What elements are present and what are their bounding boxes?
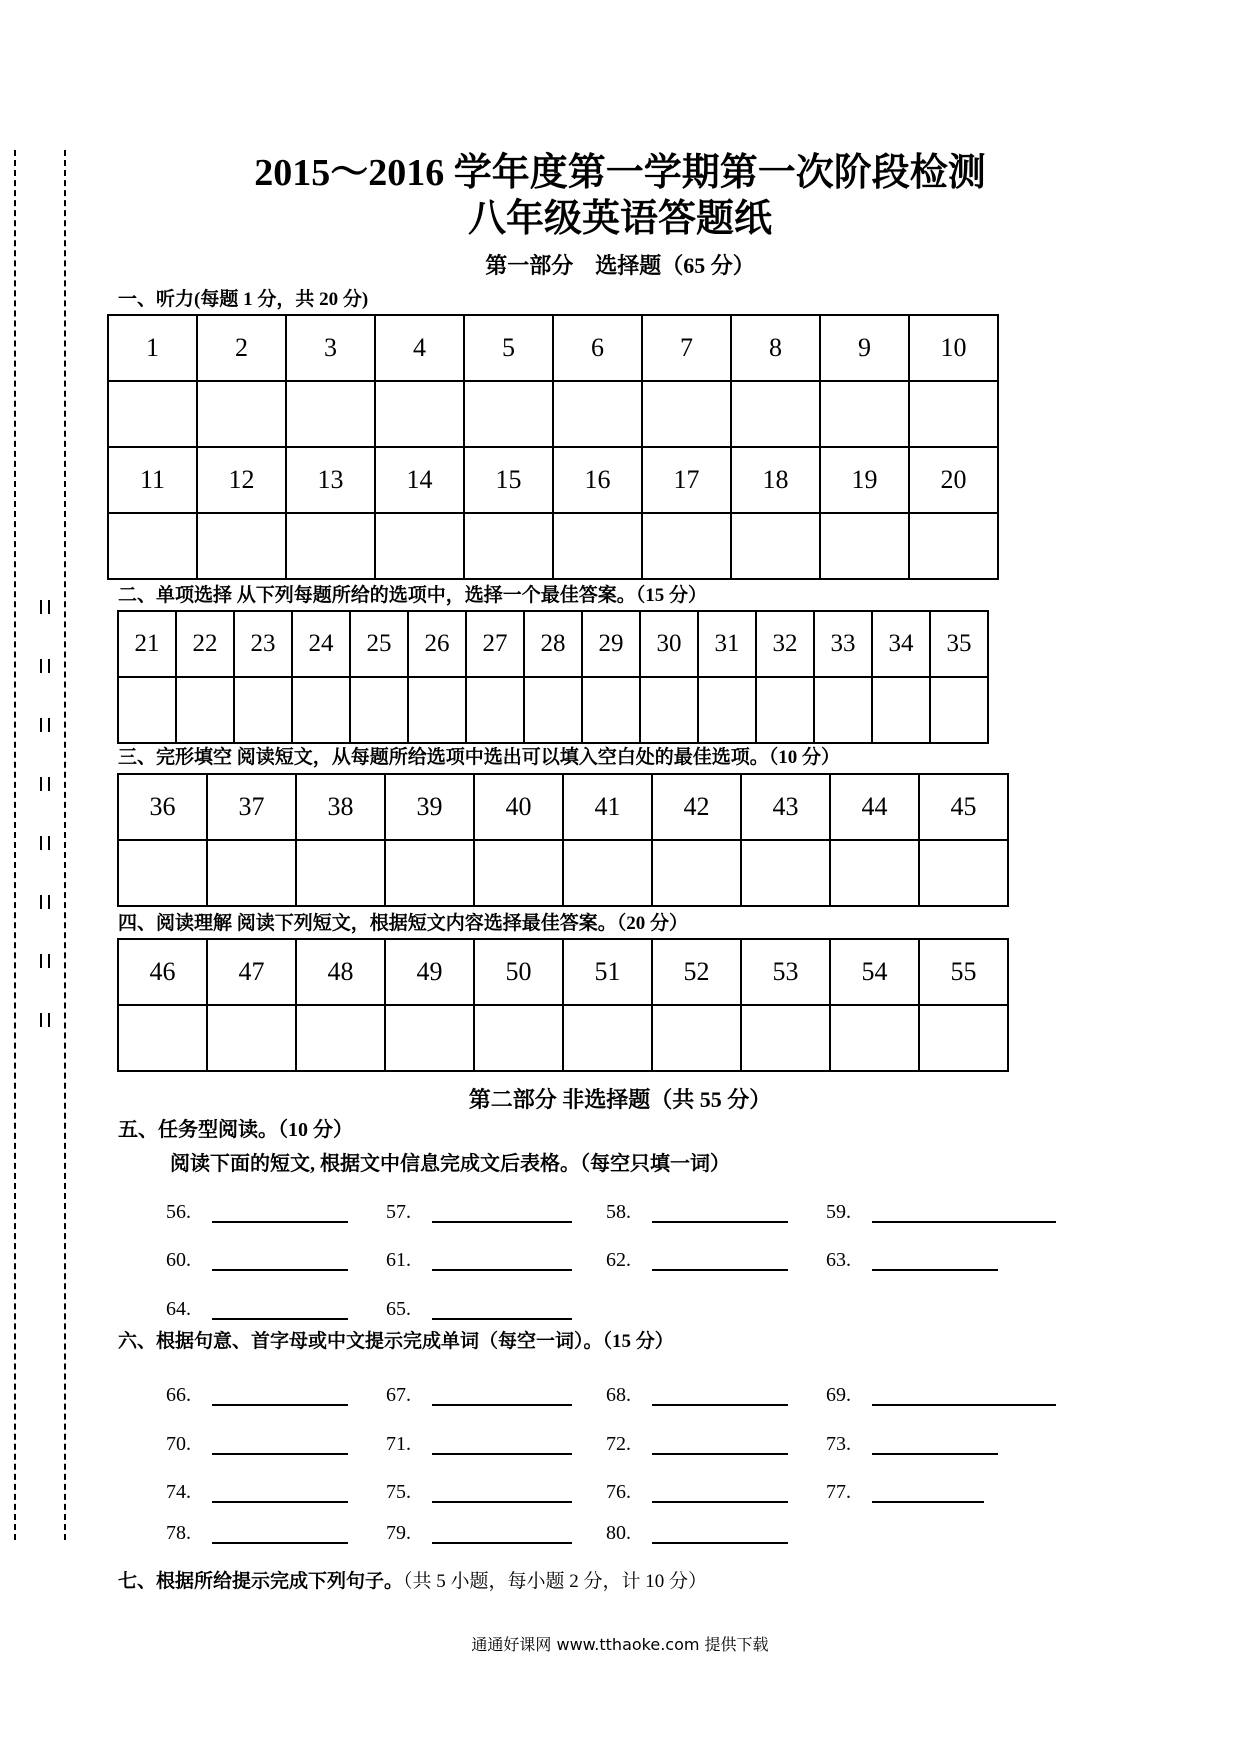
answer-blank[interactable] — [872, 1453, 998, 1455]
answer-cell[interactable] — [474, 840, 563, 906]
question-number-cell: 37 — [207, 774, 296, 840]
blank-number: 56. — [166, 1201, 191, 1223]
section6-heading: 六、根据句意、首字母或中文提示完成单词（每空一词）。（15 分） — [118, 1331, 674, 1352]
blank-number: 77. — [826, 1481, 851, 1503]
blank-item — [606, 1382, 631, 1408]
question-number-cell: 32 — [756, 611, 814, 677]
blank-row — [166, 1296, 1086, 1324]
table-row — [108, 513, 998, 579]
answer-blank[interactable] — [652, 1221, 788, 1223]
blank-row — [166, 1247, 1086, 1275]
answer-cell[interactable] — [553, 381, 642, 447]
table-row — [118, 611, 988, 677]
answer-blank[interactable] — [652, 1453, 788, 1455]
question-number-cell: 10 — [909, 315, 998, 381]
blank-item — [166, 1520, 191, 1546]
answer-blank[interactable] — [432, 1269, 572, 1271]
question-number-cell: 55 — [919, 939, 1008, 1005]
question-number-cell: 27 — [466, 611, 524, 677]
question-number-cell: 42 — [652, 774, 741, 840]
answer-blank[interactable] — [432, 1542, 572, 1544]
section3-heading: 三、完形填空 阅读短文，从每题所给选项中选出可以填入空白处的最佳选项。（10 分） — [118, 747, 841, 768]
answer-cell[interactable] — [118, 1005, 207, 1071]
answer-cell[interactable] — [820, 513, 909, 579]
question-number-cell: 49 — [385, 939, 474, 1005]
answer-blank[interactable] — [432, 1453, 572, 1455]
blank-number: 63. — [826, 1249, 851, 1271]
blank-number: 69. — [826, 1384, 851, 1406]
answer-cell[interactable] — [731, 381, 820, 447]
answer-blank[interactable] — [432, 1318, 572, 1320]
blank-number: 70. — [166, 1433, 191, 1455]
blank-item — [386, 1296, 411, 1322]
blank-item — [606, 1199, 631, 1225]
answer-cell[interactable] — [820, 381, 909, 447]
question-number-cell: 53 — [741, 939, 830, 1005]
blank-item — [386, 1479, 411, 1505]
section5-heading: 五、任务型阅读。（10 分） — [118, 1119, 353, 1141]
binding-fold-line — [64, 150, 66, 1540]
answer-cell[interactable] — [408, 677, 466, 743]
section4-heading: 四、阅读理解 阅读下列短文，根据短文内容选择最佳答案。（20 分） — [118, 913, 689, 934]
question-number-cell: 9 — [820, 315, 909, 381]
blank-number: 58. — [606, 1201, 631, 1223]
answer-cell[interactable] — [830, 1005, 919, 1071]
blank-item — [826, 1431, 851, 1457]
question-number-cell: 43 — [741, 774, 830, 840]
footer-source: 通通好课网 www.tthaoke.com 提供下载 — [471, 1635, 769, 1654]
question-number-cell: 14 — [375, 447, 464, 513]
section2-answer-grid — [117, 610, 989, 744]
blank-item — [606, 1431, 631, 1457]
answer-blank[interactable] — [212, 1318, 348, 1320]
question-number-cell: 29 — [582, 611, 640, 677]
section1-answer-grid — [107, 314, 999, 580]
section4-answer-grid — [117, 938, 1009, 1072]
answer-blank[interactable] — [652, 1269, 788, 1271]
part2-heading: 第二部分 非选择题（共 55 分） — [468, 1087, 772, 1112]
answer-cell[interactable] — [582, 677, 640, 743]
question-number-cell: 5 — [464, 315, 553, 381]
section7-note: （共 5 小题，每小题 2 分，计 10 分） — [403, 1571, 708, 1592]
answer-cell[interactable] — [474, 1005, 563, 1071]
answer-blank[interactable] — [872, 1501, 984, 1503]
answer-cell[interactable] — [909, 381, 998, 447]
binding-cut-line — [14, 150, 16, 1540]
section7-heading — [118, 1570, 707, 1594]
table-row — [118, 677, 988, 743]
question-number-cell: 4 — [375, 315, 464, 381]
blank-number: 75. — [386, 1481, 411, 1503]
table-row — [108, 315, 998, 381]
question-number-cell: 36 — [118, 774, 207, 840]
blank-number: 64. — [166, 1298, 191, 1320]
question-number-cell: 17 — [642, 447, 731, 513]
section5-instruction: 阅读下面的短文, 根据文中信息完成文后表格。（每空只填一词） — [170, 1153, 730, 1175]
answer-blank[interactable] — [212, 1269, 348, 1271]
question-number-cell: 13 — [286, 447, 375, 513]
blank-number: 71. — [386, 1433, 411, 1455]
blank-item — [826, 1199, 851, 1225]
question-number-cell: 24 — [292, 611, 350, 677]
question-number-cell: 3 — [286, 315, 375, 381]
blank-number: 76. — [606, 1481, 631, 1503]
table-row — [118, 939, 1008, 1005]
answer-blank[interactable] — [212, 1221, 348, 1223]
question-number-cell: 20 — [909, 447, 998, 513]
blank-row — [166, 1431, 1086, 1459]
blank-number: 72. — [606, 1433, 631, 1455]
question-number-cell: 54 — [830, 939, 919, 1005]
blank-row — [166, 1199, 1086, 1227]
answer-blank[interactable] — [872, 1404, 1056, 1406]
answer-cell[interactable] — [234, 677, 292, 743]
answer-cell[interactable] — [108, 513, 197, 579]
answer-cell[interactable] — [197, 513, 286, 579]
answer-cell[interactable] — [563, 840, 652, 906]
blank-number: 67. — [386, 1384, 411, 1406]
answer-cell[interactable] — [118, 677, 176, 743]
blank-item — [166, 1199, 191, 1225]
answer-cell[interactable] — [756, 677, 814, 743]
blank-number: 78. — [166, 1522, 191, 1544]
binding-margin-marks — [40, 600, 54, 1072]
blank-item — [826, 1479, 851, 1505]
answer-cell[interactable] — [814, 677, 872, 743]
answer-blank[interactable] — [872, 1221, 1056, 1223]
blank-number: 60. — [166, 1249, 191, 1271]
answer-cell[interactable] — [563, 1005, 652, 1071]
blank-item — [606, 1247, 631, 1273]
answer-cell[interactable] — [464, 513, 553, 579]
answer-blank[interactable] — [212, 1404, 348, 1406]
answer-cell[interactable] — [919, 1005, 1008, 1071]
blank-item — [166, 1296, 191, 1322]
blank-item — [826, 1382, 851, 1408]
answer-cell[interactable] — [385, 840, 474, 906]
answer-cell[interactable] — [930, 677, 988, 743]
part1-heading: 第一部分 选择题（65 分） — [485, 253, 755, 278]
answer-blank[interactable] — [432, 1404, 572, 1406]
question-number-cell: 34 — [872, 611, 930, 677]
exam-title: 2015～2016 学年度第一学期第一次阶段检测 — [254, 152, 986, 194]
question-number-cell: 18 — [731, 447, 820, 513]
question-number-cell: 31 — [698, 611, 756, 677]
answer-cell[interactable] — [698, 677, 756, 743]
blank-number: 61. — [386, 1249, 411, 1271]
question-number-cell: 35 — [930, 611, 988, 677]
question-number-cell: 33 — [814, 611, 872, 677]
blank-number: 68. — [606, 1384, 631, 1406]
answer-blank[interactable] — [652, 1542, 788, 1544]
blank-item — [606, 1520, 631, 1546]
blank-item — [386, 1382, 411, 1408]
question-number-cell: 26 — [408, 611, 466, 677]
blank-item — [166, 1479, 191, 1505]
answer-blank[interactable] — [652, 1501, 788, 1503]
answer-blank[interactable] — [432, 1501, 572, 1503]
question-number-cell: 46 — [118, 939, 207, 1005]
table-row — [108, 447, 998, 513]
answer-cell[interactable] — [176, 677, 234, 743]
blank-item — [166, 1247, 191, 1273]
answer-blank[interactable] — [432, 1221, 572, 1223]
blank-item — [606, 1479, 631, 1505]
table-row — [118, 774, 1008, 840]
answer-cell[interactable] — [830, 840, 919, 906]
section1-heading: 一、听力(每题 1 分，共 20 分) — [118, 289, 369, 310]
blank-number: 73. — [826, 1433, 851, 1455]
answer-cell[interactable] — [731, 513, 820, 579]
answer-cell[interactable] — [524, 677, 582, 743]
question-number-cell: 47 — [207, 939, 296, 1005]
question-number-cell: 21 — [118, 611, 176, 677]
question-number-cell: 48 — [296, 939, 385, 1005]
answer-cell[interactable] — [642, 513, 731, 579]
answer-cell[interactable] — [375, 381, 464, 447]
answer-cell[interactable] — [118, 840, 207, 906]
answer-cell[interactable] — [741, 1005, 830, 1071]
answer-cell[interactable] — [642, 381, 731, 447]
answer-cell[interactable] — [207, 1005, 296, 1071]
answer-blank[interactable] — [872, 1269, 998, 1271]
answer-cell[interactable] — [296, 840, 385, 906]
answer-cell[interactable] — [466, 677, 524, 743]
answer-blank[interactable] — [212, 1453, 348, 1455]
question-number-cell: 1 — [108, 315, 197, 381]
answer-cell[interactable] — [108, 381, 197, 447]
answer-cell[interactable] — [741, 840, 830, 906]
answer-cell[interactable] — [296, 1005, 385, 1071]
answer-cell[interactable] — [375, 513, 464, 579]
question-number-cell: 28 — [524, 611, 582, 677]
answer-cell[interactable] — [909, 513, 998, 579]
answer-cell[interactable] — [292, 677, 350, 743]
blank-number: 80. — [606, 1522, 631, 1544]
answer-cell[interactable] — [350, 677, 408, 743]
question-number-cell: 41 — [563, 774, 652, 840]
table-row — [108, 381, 998, 447]
blank-number: 57. — [386, 1201, 411, 1223]
answer-cell[interactable] — [652, 1005, 741, 1071]
blank-number: 65. — [386, 1298, 411, 1320]
answer-cell[interactable] — [197, 381, 286, 447]
answer-cell[interactable] — [640, 677, 698, 743]
blank-item — [386, 1431, 411, 1457]
blank-item — [826, 1247, 851, 1273]
question-number-cell: 52 — [652, 939, 741, 1005]
blank-number: 62. — [606, 1249, 631, 1271]
question-number-cell: 25 — [350, 611, 408, 677]
table-row — [118, 840, 1008, 906]
answer-blank[interactable] — [212, 1501, 348, 1503]
question-number-cell: 23 — [234, 611, 292, 677]
answer-blank[interactable] — [652, 1404, 788, 1406]
answer-cell[interactable] — [385, 1005, 474, 1071]
section3-answer-grid — [117, 773, 1009, 907]
blank-item — [166, 1382, 191, 1408]
blank-number: 74. — [166, 1481, 191, 1503]
blank-item — [386, 1199, 411, 1225]
question-number-cell: 11 — [108, 447, 197, 513]
question-number-cell: 44 — [830, 774, 919, 840]
answer-cell[interactable] — [207, 840, 296, 906]
exam-subtitle: 八年级英语答题纸 — [467, 198, 772, 240]
question-number-cell: 45 — [919, 774, 1008, 840]
answer-cell[interactable] — [919, 840, 1008, 906]
blank-item — [386, 1520, 411, 1546]
question-number-cell: 22 — [176, 611, 234, 677]
table-row — [118, 1005, 1008, 1071]
question-number-cell: 6 — [553, 315, 642, 381]
question-number-cell: 40 — [474, 774, 563, 840]
blank-item — [166, 1431, 191, 1457]
blank-row — [166, 1479, 1086, 1507]
question-number-cell: 2 — [197, 315, 286, 381]
answer-cell[interactable] — [464, 381, 553, 447]
question-number-cell: 15 — [464, 447, 553, 513]
blank-number: 79. — [386, 1522, 411, 1544]
answer-cell[interactable] — [553, 513, 642, 579]
question-number-cell: 19 — [820, 447, 909, 513]
answer-cell[interactable] — [652, 840, 741, 906]
question-number-cell: 50 — [474, 939, 563, 1005]
question-number-cell: 7 — [642, 315, 731, 381]
section7-title: 七、根据所给提示完成下列句子。 — [118, 1571, 404, 1592]
blank-number: 59. — [826, 1201, 851, 1223]
question-number-cell: 16 — [553, 447, 642, 513]
blank-number: 66. — [166, 1384, 191, 1406]
blank-item — [386, 1247, 411, 1273]
question-number-cell: 12 — [197, 447, 286, 513]
blank-row — [166, 1520, 1086, 1548]
question-number-cell: 30 — [640, 611, 698, 677]
section2-heading: 二、单项选择 从下列每题所给的选项中，选择一个最佳答案。（15 分） — [118, 585, 708, 606]
question-number-cell: 51 — [563, 939, 652, 1005]
answer-cell[interactable] — [286, 513, 375, 579]
question-number-cell: 39 — [385, 774, 474, 840]
question-number-cell: 38 — [296, 774, 385, 840]
blank-row — [166, 1382, 1086, 1410]
answer-cell[interactable] — [286, 381, 375, 447]
answer-cell[interactable] — [872, 677, 930, 743]
answer-blank[interactable] — [212, 1542, 348, 1544]
question-number-cell: 8 — [731, 315, 820, 381]
